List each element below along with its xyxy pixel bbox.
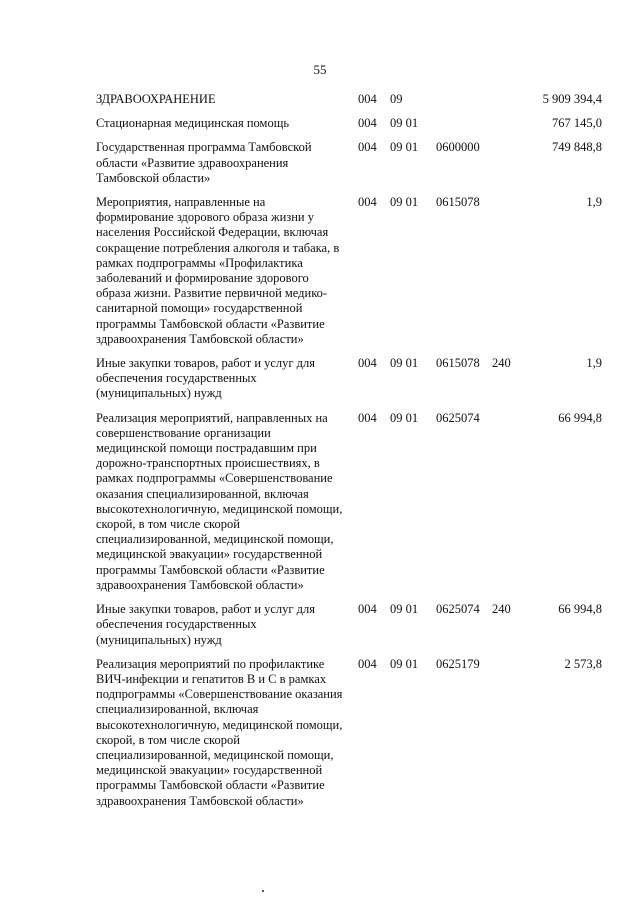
table-row (96, 116, 602, 131)
row-target-code: 0615078 (436, 195, 480, 210)
row-target-code: 0600000 (436, 140, 480, 155)
row-section-code: 09 (390, 92, 403, 106)
row-amount: 1,9 (586, 356, 602, 371)
row-amount: 767 145,0 (552, 116, 602, 131)
row-ministry-code: 004 (358, 92, 377, 106)
row-ministry-code: 004 (358, 195, 377, 210)
table-row (96, 356, 602, 402)
row-ministry-code: 004 (358, 602, 377, 617)
row-ministry-code: 004 (358, 410, 377, 425)
table-row (96, 140, 602, 186)
row-amount: 5 909 394,4 (542, 92, 602, 106)
row-ministry-code: 004 (358, 656, 377, 671)
row-section-code: 09 01 (390, 116, 419, 131)
row-amount: 66 994,8 (558, 602, 602, 617)
table-row (96, 411, 602, 593)
row-ministry-code: 004 (358, 116, 377, 131)
table-row (96, 602, 602, 648)
row-amount: 1,9 (586, 195, 602, 210)
row-name: Иные закупки товаров, работ и услуг для обеспечения государственных (муниципальных) нужд (96, 602, 316, 647)
row-section-code: 09 01 (390, 356, 419, 371)
row-amount: 66 994,8 (558, 410, 602, 425)
row-target-code: 0615078 (436, 356, 480, 371)
row-name: Мероприятия, направленные на формирование здорового образа жизни у населения Российской Федерации, включая сокращение потребления алкоголя и табака, в рамках подпрограммы «Профилактика заболеваний и формирование здорового образа жизни. Развитие первичной медико-санитарной помощи» государственной программы Тамбовской области «Развитие здравоохранения Тамбовской области» (96, 195, 340, 346)
row-ministry-code: 004 (358, 356, 377, 371)
row-name: Иные закупки товаров, работ и услуг для обеспечения государственных (муниципальных) нужд (96, 356, 316, 401)
row-ministry-code: 004 (358, 140, 377, 155)
row-section-code: 09 01 (390, 410, 419, 425)
budget-table (96, 92, 602, 818)
row-name: Стационарная медицинская помощь (96, 116, 290, 131)
row-name: Государственная программа Тамбовской области «Развитие здравоохранения Тамбовской области» (96, 140, 312, 185)
page-number: 55 (313, 62, 327, 77)
table-row (96, 657, 602, 809)
row-amount: 2 573,8 (564, 656, 602, 671)
row-name: Реализация мероприятий, направленных на совершенствование организации медицинской помощи пострадавшим при дорожно-транспортных происшествиях, в рамках подпрограммы «Совершенствование оказания специализированной, включая высокотехнологичную, медицинской помощи, скорой, в том числе скорой специализированной, медицинской помощи, медицинской эвакуации» государственной программы Тамбовской области «Развитие здравоохранения Тамбовской области» (96, 410, 343, 592)
row-section-code: 09 01 (390, 140, 419, 155)
row-expense-code: 240 (492, 356, 511, 371)
row-section-code: 09 01 (390, 195, 419, 210)
row-target-code: 0625074 (436, 410, 480, 425)
row-section-code: 09 01 (390, 656, 419, 671)
row-amount: 749 848,8 (552, 140, 602, 155)
row-name: ЗДРАВООХРАНЕНИЕ (96, 92, 216, 106)
table-row (96, 195, 602, 347)
table-row (96, 92, 602, 107)
row-section-code: 09 01 (390, 602, 419, 617)
row-name: Реализация мероприятий по профилактике ВИЧ-инфекции и гепатитов В и С в рамках подпрограммы «Совершенствование оказания специализированной, включая высокотехнологичную, медицинской помощи, скорой, в том числе скорой специализированной, медицинской помощи, медицинской эвакуации» государственной программы Тамбовской области «Развитие здравоохранения Тамбовской области» (96, 656, 343, 808)
scan-speck (262, 890, 264, 892)
row-target-code: 0625074 (436, 602, 480, 617)
row-target-code: 0625179 (436, 656, 480, 671)
row-expense-code: 240 (492, 602, 511, 617)
